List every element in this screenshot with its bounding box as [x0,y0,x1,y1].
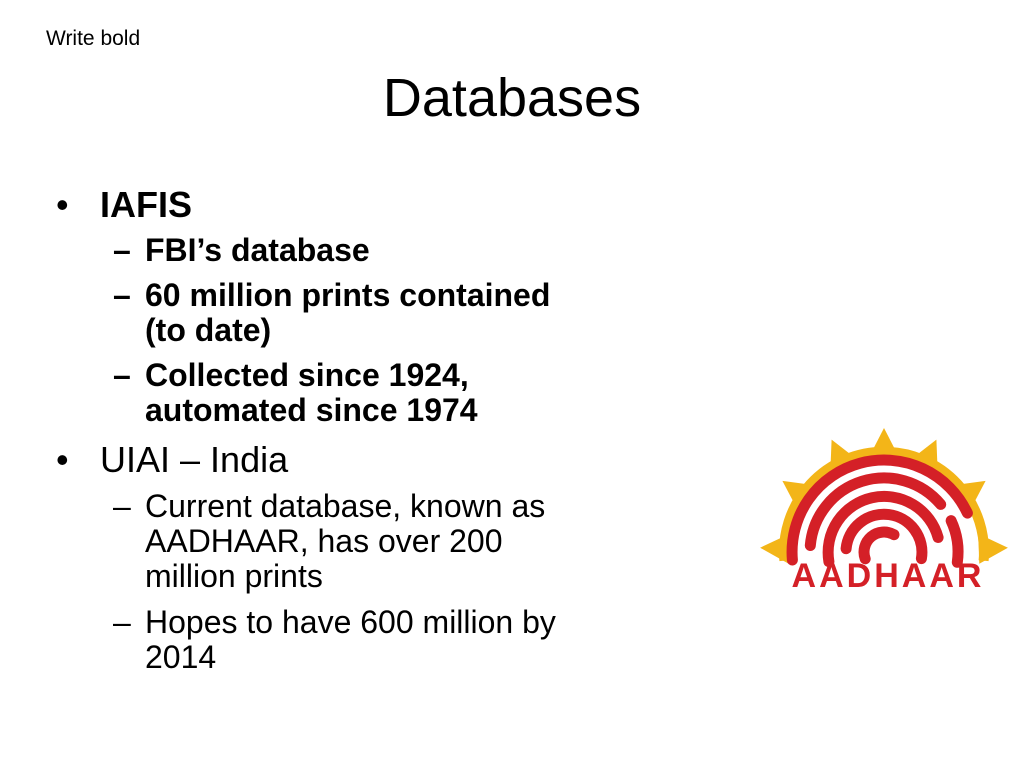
text-line: 2014 [145,639,217,675]
text-line: AADHAAR, has over 200 [145,523,503,559]
sub-bullet-text [145,278,550,348]
bullet-glyph: • [56,439,69,480]
text-line: million prints [145,558,323,594]
text-line: Collected since 1924, [145,357,469,393]
sub-bullet-glyph: – [113,488,131,524]
sub-bullet-glyph: – [113,232,131,268]
slide-title: Databases [382,68,642,128]
sub-bullet-text [145,358,478,428]
logo-wordmark: AADHAAR [791,557,985,595]
text-line: Hopes to have 600 million by [145,604,556,640]
aadhaar-logo [752,418,1014,600]
sub-bullet-glyph: – [113,604,131,640]
text-line: automated since 1974 [145,392,478,428]
bullet-label: IAFIS [100,184,193,225]
sub-bullet-text [145,489,545,594]
fingerprint-ridge [864,532,894,559]
text-line: 60 million prints contained [145,277,551,313]
text-line: (to date) [145,312,272,348]
sun-ray [869,428,899,457]
sub-bullet-text [145,605,556,675]
bullet-glyph: • [56,184,69,225]
bullet-label: UIAI – India [100,439,289,480]
bullet-item-uiai [0,440,700,480]
text-line: FBI’s database [145,232,370,268]
text-line: Current database, known as [145,488,546,524]
bullet-item-iafis [0,185,700,225]
sun-ray [760,534,790,564]
sub-bullet-text [145,233,370,268]
header-note: Write bold [46,27,141,50]
sub-bullet-glyph: – [113,277,131,313]
sub-bullet-glyph: – [113,357,131,393]
